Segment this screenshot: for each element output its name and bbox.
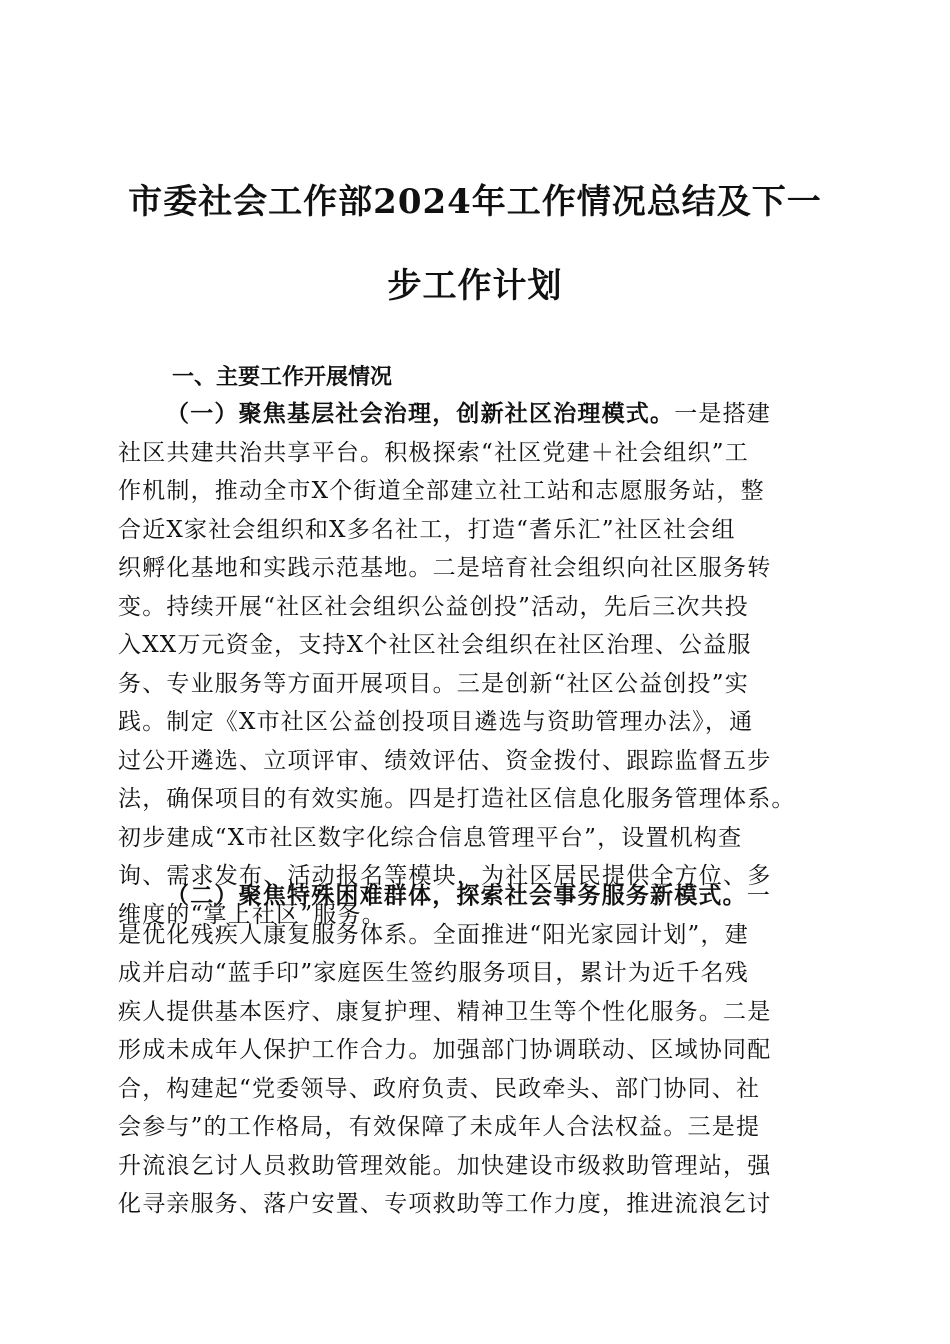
document-title — [100, 160, 850, 328]
paragraph-1-line: 变。持续开展“社区社会组织公益创投”活动，先后三次共投 — [118, 593, 749, 620]
paragraph-2-first-rest: 一 — [746, 883, 772, 909]
paragraph-1-line: 合近X家社会组织和X多名社工，打造“耆乐汇”社区社会组 — [118, 516, 736, 543]
paragraph-2-line: 化寻亲服务、落户安置、专项救助等工作力度，推进流浪乞讨 — [118, 1191, 772, 1217]
paragraph-2-line: 形成未成年人保护工作合力。加强部门协调联动、区域协同配 — [118, 1037, 772, 1063]
paragraph-1-line: 询、需求发布、活动报名等模块，为社区居民提供全方位、多 — [118, 863, 772, 889]
title-line-2: 步工作计划 — [387, 266, 563, 306]
paragraph-2-line: 会参与”的工作格局，有效保障了未成年人合法权益。三是提 — [118, 1114, 761, 1140]
paragraph-1-line: 践。制定《X市社区公益创投项目遴选与资助管理办法》，通 — [118, 709, 754, 735]
paragraph-2-line: 是优化残疾人康复服务体系。全面推进“阳光家园计划”，建 — [118, 921, 749, 948]
paragraph-1-line: 入XX万元资金，支持X个社区社会组织在社区治理、公益服 — [118, 632, 752, 658]
paragraph-1-first-line — [118, 395, 832, 434]
section-heading: 一、主要工作开展情况 — [172, 365, 393, 390]
paragraph-1-lead: （一）聚焦基层社会治理，创新社区治理模式。 — [166, 400, 675, 427]
paragraph-1-line: 务、专业服务等方面开展项目。三是创新“社区公益创投”实 — [118, 670, 749, 697]
paragraph-1-line: 作机制，推动全市X个街道全部建立社工站和志愿服务站，整 — [118, 478, 765, 504]
paragraph-2-lead: （二）聚焦特殊困难群体，探索社会事务服务新模式。 — [166, 882, 747, 909]
paragraph-1-line: 织孵化基地和实践示范基地。二是培育社会组织向社区服务转 — [118, 555, 772, 581]
paragraph-1-line: 初步建成“X市社区数字化综合信息管理平台”，设置机构查 — [118, 824, 743, 851]
paragraph-1-line: 过公开遴选、立项评审、绩效评估、资金拨付、跟踪监督五步 — [118, 747, 772, 774]
paragraph-2 — [118, 877, 832, 1224]
paragraph-2-line: 疾人提供基本医疗、康复护理、精神卫生等个性化服务。二是 — [118, 998, 772, 1025]
paragraph-1-line: 社区共建共治共享平台。积极探索“社区党建＋社会组织”工 — [118, 439, 749, 466]
paragraph-1-first-rest: 一是搭建 — [674, 401, 772, 427]
paragraph-1-line: 维度的“掌上社区”服务。 — [118, 901, 386, 928]
paragraph-1-line: 法，确保项目的有效实施。四是打造社区信息化服务管理体系。 — [118, 786, 796, 812]
paragraph-2-line: 升流浪乞讨人员救助管理效能。加快建设市级救助管理站，强 — [118, 1152, 772, 1179]
title-line-1: 市委社会工作部2024年工作情况总结及下一 — [128, 182, 822, 222]
paragraph-2-line: 合，构建起“党委领导、政府负责、民政牵头、部门协同、社 — [118, 1075, 761, 1102]
paragraph-2-first-line — [118, 877, 832, 916]
paragraph-2-line: 成并启动“蓝手印”家庭医生签约服务项目，累计为近千名残 — [118, 960, 749, 986]
paragraph-1 — [118, 395, 832, 934]
